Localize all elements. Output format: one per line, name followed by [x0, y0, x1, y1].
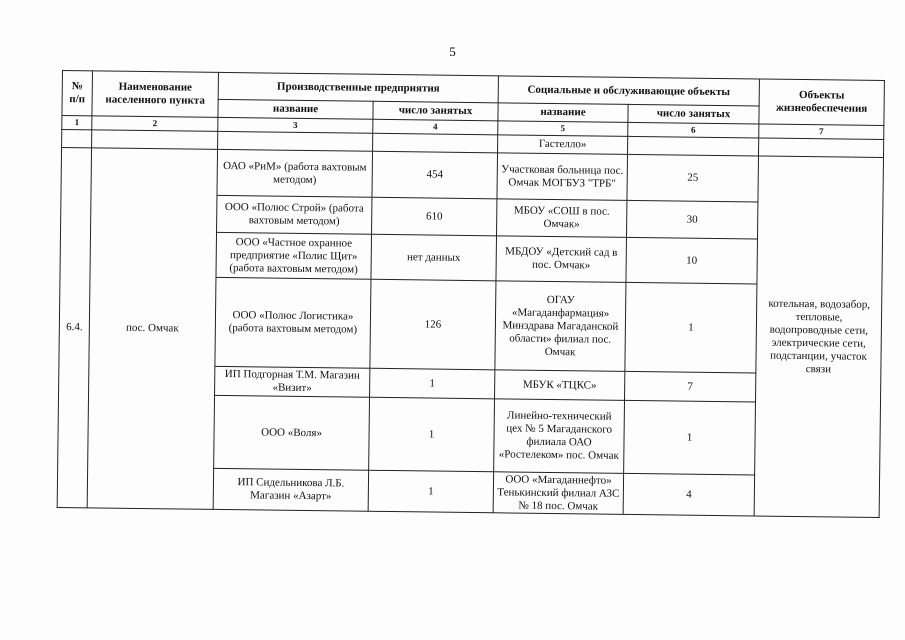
row-number: 6.4. — [57, 148, 91, 508]
column-number-7: 7 — [759, 124, 884, 140]
column-number-5: 5 — [498, 121, 628, 137]
cell-empty — [92, 130, 218, 150]
header-settlement: Наименование населенного пункта — [92, 71, 219, 118]
social-name: МБДОУ «Детский сад в пос. Омчак» — [496, 236, 627, 283]
cell-empty — [62, 130, 92, 148]
table-row — [61, 148, 884, 204]
production-name: ООО «Полюс Строй» (работа вахтовым методом) — [217, 195, 372, 234]
production-name: ИП Сидельникова Л.Б. Магазин «Азарт» — [213, 468, 368, 511]
header-production-name: название — [218, 99, 373, 119]
header-social-count: число занятых — [628, 104, 759, 124]
continuation-cell: Гастелло» — [498, 135, 628, 155]
social-name: МБОУ «СОШ в пос. Омчак» — [497, 199, 627, 238]
social-count: 1 — [624, 400, 756, 475]
social-count: 30 — [626, 200, 757, 239]
production-name: ИП Подгорная Т.М. Магазин «Визит» — [215, 366, 370, 397]
social-name: МБУК «ТЦКС» — [495, 370, 625, 401]
production-count: 1 — [370, 368, 495, 399]
settlements-table — [57, 70, 885, 518]
column-number-4: 4 — [373, 119, 498, 135]
column-number-1: 1 — [62, 116, 92, 130]
production-name: ООО «Полюс Логистика» (работа вахтовым методом) — [215, 277, 371, 368]
production-count: 126 — [370, 279, 496, 370]
production-count: нет данных — [371, 234, 497, 281]
column-number-3: 3 — [218, 117, 373, 133]
cell-empty — [628, 136, 759, 156]
social-name: Участковая больница пос. Омчак МОГБУЗ "ТРБ" — [497, 153, 628, 201]
column-number-6: 6 — [628, 122, 759, 138]
social-count: 4 — [623, 473, 754, 516]
production-name: ООО «Частное охранное предприятие «Полис Щит» (работа вахтовым методом) — [216, 232, 372, 279]
header-social-group: Социальные и обслуживающие объекты — [498, 76, 759, 106]
header-production-group: Производственные предприятия — [218, 72, 498, 102]
production-count: 454 — [372, 151, 498, 199]
life-support: котельная, водозабор, тепловые, водопроводные сети, электрические сети, подстанции, участок связи — [754, 156, 883, 518]
production-name: ООО «Воля» — [214, 395, 370, 470]
settlement-name: пос. Омчак — [87, 148, 217, 510]
cell-empty — [759, 138, 884, 158]
social-count: 7 — [625, 371, 756, 402]
cell-empty — [373, 133, 498, 153]
production-name: ОАО «РиМ» (работа вахтовым методом) — [217, 149, 373, 197]
production-count: 1 — [368, 470, 493, 513]
production-count: 610 — [372, 197, 497, 236]
social-count: 10 — [626, 237, 758, 284]
header-number: № п/п — [62, 71, 93, 116]
social-name: ООО «Магаданнефто» Тенькинский филиал АЗС № 18 пос. Омчак — [493, 472, 623, 515]
social-name: Линейно-технический цех № 5 Магаданского филиала ОАО «Ростелеком» пос. Омчак — [494, 399, 625, 474]
cell-empty — [218, 131, 373, 151]
social-count: 1 — [625, 282, 757, 373]
header-production-count: число занятых — [373, 101, 498, 121]
header-social-name: название — [498, 103, 628, 123]
header-life-support: Объекты жизнеобеспечения — [759, 79, 885, 126]
social-name: ОГАУ «Магаданфармация» Минздрава Магаданской области» филиал пос. Омчак — [495, 281, 626, 372]
social-count: 25 — [627, 154, 759, 202]
page-number: 5 — [449, 44, 456, 59]
production-count: 1 — [369, 397, 495, 472]
column-number-2: 2 — [92, 116, 218, 132]
